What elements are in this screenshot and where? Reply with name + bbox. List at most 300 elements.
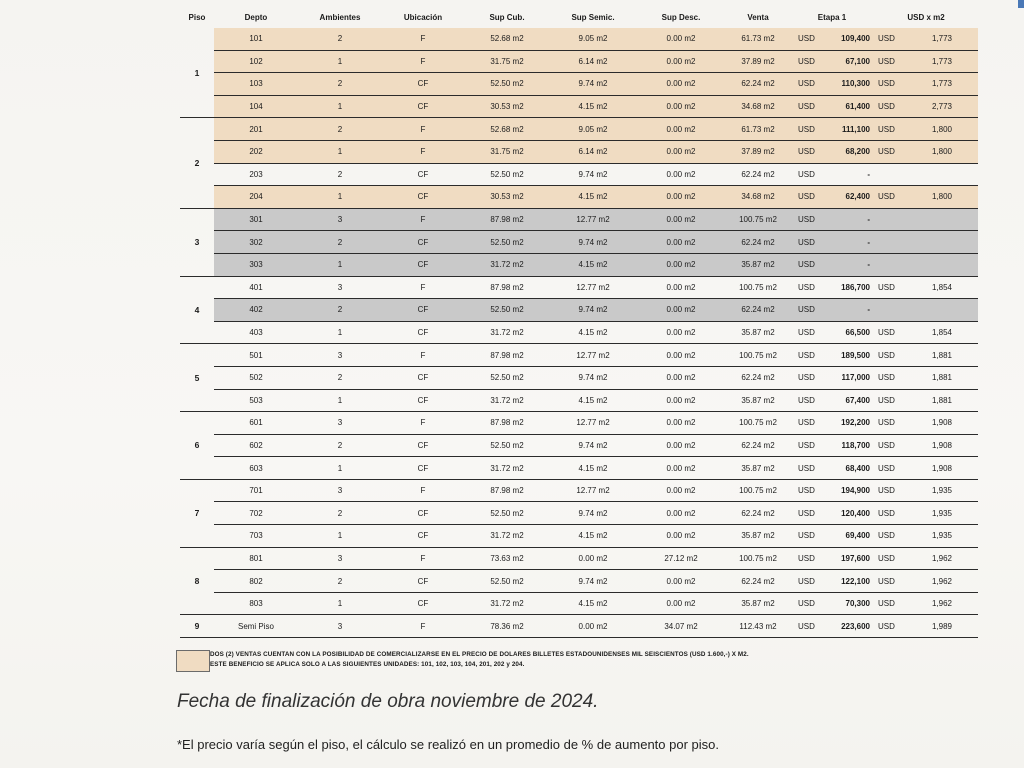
table-row xyxy=(180,140,978,163)
cell-ubicacion: F xyxy=(382,50,464,73)
cell-sup-semic: 4.15 m2 xyxy=(550,186,636,209)
cell-sup-desc: 34.07 m2 xyxy=(636,615,726,638)
cell-usd-per-m2: 2,773 xyxy=(902,95,978,118)
cell-usd-per-m2 xyxy=(902,231,978,254)
cell-depto: 104 xyxy=(214,95,298,118)
cell-sup-desc: 0.00 m2 xyxy=(636,389,726,412)
cell-usd-label-2: USD xyxy=(874,140,902,163)
floor-number: 2 xyxy=(180,118,214,208)
cell-usd-per-m2: 1,935 xyxy=(902,502,978,525)
cell-ambientes: 3 xyxy=(298,344,382,367)
cell-sup-desc: 0.00 m2 xyxy=(636,592,726,615)
cell-depto: 802 xyxy=(214,570,298,593)
cell-usd-per-m2: 1,989 xyxy=(902,615,978,638)
cell-etapa-price: 189,500 xyxy=(816,344,874,367)
cell-depto: 703 xyxy=(214,525,298,548)
cell-usd-label-2: USD xyxy=(874,502,902,525)
cell-etapa-price: 197,600 xyxy=(816,547,874,570)
floor-number: 7 xyxy=(180,479,214,547)
cell-ambientes: 3 xyxy=(298,547,382,570)
cell-usd-per-m2 xyxy=(902,253,978,276)
cell-etapa-price: 62,400 xyxy=(816,186,874,209)
cell-venta: 35.87 m2 xyxy=(726,457,790,480)
cell-usd-label: USD xyxy=(790,457,816,480)
cell-usd-label: USD xyxy=(790,231,816,254)
cell-ambientes: 2 xyxy=(298,231,382,254)
cell-ubicacion: CF xyxy=(382,570,464,593)
cell-sup-cub: 52.50 m2 xyxy=(464,570,550,593)
cell-depto: 204 xyxy=(214,186,298,209)
corner-mark xyxy=(1018,0,1024,8)
cell-sup-desc: 27.12 m2 xyxy=(636,547,726,570)
cell-depto: 101 xyxy=(214,28,298,50)
cell-sup-semic: 9.74 m2 xyxy=(550,163,636,186)
table-row xyxy=(180,186,978,209)
cell-ambientes: 1 xyxy=(298,457,382,480)
cell-venta: 100.75 m2 xyxy=(726,344,790,367)
cell-usd-per-m2: 1,773 xyxy=(902,50,978,73)
header-etapa: Etapa 1 xyxy=(817,12,847,22)
cell-sup-desc: 0.00 m2 xyxy=(636,525,726,548)
cell-sup-desc: 0.00 m2 xyxy=(636,163,726,186)
cell-ubicacion: CF xyxy=(382,163,464,186)
cell-sup-desc: 0.00 m2 xyxy=(636,276,726,299)
cell-sup-cub: 31.75 m2 xyxy=(464,140,550,163)
cell-usd-label: USD xyxy=(790,276,816,299)
table-row xyxy=(180,389,978,412)
cell-venta: 112.43 m2 xyxy=(726,615,790,638)
legend xyxy=(176,650,936,674)
cell-etapa-price: 223,600 xyxy=(816,615,874,638)
cell-venta: 62.24 m2 xyxy=(726,366,790,389)
price-note: *El precio varía según el piso, el cálculo se realizó en un promedio de % de aumento por piso. xyxy=(177,737,719,752)
cell-sup-semic: 9.74 m2 xyxy=(550,502,636,525)
cell-etapa-price: 67,400 xyxy=(816,389,874,412)
cell-sup-desc: 0.00 m2 xyxy=(636,570,726,593)
cell-venta: 35.87 m2 xyxy=(726,525,790,548)
cell-usd-label: USD xyxy=(790,321,816,344)
cell-depto: 702 xyxy=(214,502,298,525)
cell-ambientes: 1 xyxy=(298,525,382,548)
cell-sup-semic: 0.00 m2 xyxy=(550,547,636,570)
cell-usd-label: USD xyxy=(790,253,816,276)
cell-sup-cub: 87.98 m2 xyxy=(464,412,550,435)
cell-sup-semic: 12.77 m2 xyxy=(550,412,636,435)
cell-sup-semic: 4.15 m2 xyxy=(550,525,636,548)
cell-sup-semic: 9.74 m2 xyxy=(550,570,636,593)
table-row xyxy=(180,163,978,186)
cell-ambientes: 2 xyxy=(298,163,382,186)
cell-venta: 37.89 m2 xyxy=(726,50,790,73)
cell-sup-cub: 87.98 m2 xyxy=(464,479,550,502)
cell-depto: 303 xyxy=(214,253,298,276)
table-row xyxy=(180,525,978,548)
cell-usd-per-m2 xyxy=(902,163,978,186)
cell-sup-semic: 6.14 m2 xyxy=(550,50,636,73)
floor-number: 1 xyxy=(180,28,214,118)
cell-ambientes: 1 xyxy=(298,389,382,412)
cell-usd-label-2: USD xyxy=(874,366,902,389)
cell-sup-desc: 0.00 m2 xyxy=(636,140,726,163)
cell-venta: 62.24 m2 xyxy=(726,570,790,593)
cell-depto: 503 xyxy=(214,389,298,412)
cell-usd-per-m2: 1,935 xyxy=(902,525,978,548)
cell-sup-semic: 4.15 m2 xyxy=(550,321,636,344)
cell-ambientes: 3 xyxy=(298,412,382,435)
cell-ubicacion: CF xyxy=(382,321,464,344)
cell-usd-label: USD xyxy=(790,299,816,322)
cell-usd-label: USD xyxy=(790,73,816,96)
cell-ubicacion: CF xyxy=(382,95,464,118)
cell-ambientes: 2 xyxy=(298,502,382,525)
cell-etapa-price: 111,100 xyxy=(816,118,874,141)
cell-sup-semic: 12.77 m2 xyxy=(550,479,636,502)
cell-depto: 302 xyxy=(214,231,298,254)
cell-usd-label: USD xyxy=(790,570,816,593)
cell-usd-label: USD xyxy=(790,412,816,435)
cell-usd-label: USD xyxy=(790,547,816,570)
cell-sup-semic: 4.15 m2 xyxy=(550,389,636,412)
cell-sup-desc: 0.00 m2 xyxy=(636,118,726,141)
cell-venta: 62.24 m2 xyxy=(726,163,790,186)
cell-usd-label-2: USD xyxy=(874,73,902,96)
cell-sup-cub: 30.53 m2 xyxy=(464,186,550,209)
cell-ambientes: 3 xyxy=(298,479,382,502)
cell-sup-desc: 0.00 m2 xyxy=(636,434,726,457)
table-row xyxy=(180,231,978,254)
cell-sup-cub: 87.98 m2 xyxy=(464,344,550,367)
cell-usd-label-2: USD xyxy=(874,95,902,118)
cell-venta: 100.75 m2 xyxy=(726,276,790,299)
cell-depto: 103 xyxy=(214,73,298,96)
cell-sup-desc: 0.00 m2 xyxy=(636,457,726,480)
cell-venta: 100.75 m2 xyxy=(726,412,790,435)
legend-text xyxy=(210,650,749,670)
cell-usd-per-m2: 1,773 xyxy=(902,73,978,96)
cell-usd-label-2: USD xyxy=(874,186,902,209)
table-row xyxy=(180,434,978,457)
cell-depto: 701 xyxy=(214,479,298,502)
cell-usd-label: USD xyxy=(790,592,816,615)
cell-usd-label-2: USD xyxy=(874,434,902,457)
cell-usd-per-m2: 1,908 xyxy=(902,457,978,480)
cell-ubicacion: F xyxy=(382,140,464,163)
cell-etapa-price: 66,500 xyxy=(816,321,874,344)
cell-venta: 100.75 m2 xyxy=(726,479,790,502)
cell-venta: 61.73 m2 xyxy=(726,28,790,50)
header-ambientes: Ambientes xyxy=(319,12,361,22)
cell-ubicacion: CF xyxy=(382,525,464,548)
cell-sup-cub: 87.98 m2 xyxy=(464,276,550,299)
cell-ubicacion: F xyxy=(382,344,464,367)
cell-ambientes: 3 xyxy=(298,276,382,299)
table-row xyxy=(180,321,978,344)
cell-sup-cub: 52.50 m2 xyxy=(464,299,550,322)
cell-ubicacion: F xyxy=(382,412,464,435)
cell-sup-desc: 0.00 m2 xyxy=(636,502,726,525)
cell-ambientes: 2 xyxy=(298,118,382,141)
legend-line-2: ESTE BENEFICIO SE APLICA SOLO A LAS SIGUIENTES UNIDADES: 101, 102, 103, 104, 201, 202 y 204. xyxy=(210,661,525,668)
cell-venta: 35.87 m2 xyxy=(726,321,790,344)
cell-sup-cub: 52.50 m2 xyxy=(464,231,550,254)
cell-etapa-price: 68,200 xyxy=(816,140,874,163)
cell-sup-semic: 9.05 m2 xyxy=(550,118,636,141)
cell-usd-per-m2: 1,881 xyxy=(902,344,978,367)
cell-sup-semic: 6.14 m2 xyxy=(550,140,636,163)
cell-sup-semic: 4.15 m2 xyxy=(550,95,636,118)
cell-sup-desc: 0.00 m2 xyxy=(636,479,726,502)
legend-line-1: DOS (2) VENTAS CUENTAN CON LA POSIBILIDAD DE COMERCIALIZARSE EN EL PRECIO DE DOLARES BILLETES ESTADOUNIDENSES MIL SEISCIENTOS (USD 1.600,-) X M2. xyxy=(210,651,749,658)
cell-usd-label: USD xyxy=(790,163,816,186)
cell-sup-desc: 0.00 m2 xyxy=(636,50,726,73)
cell-sup-semic: 9.74 m2 xyxy=(550,73,636,96)
table-row xyxy=(180,95,978,118)
cell-usd-label-2 xyxy=(874,208,902,231)
cell-sup-cub: 31.72 m2 xyxy=(464,457,550,480)
cell-sup-desc: 0.00 m2 xyxy=(636,412,726,435)
cell-sup-semic: 12.77 m2 xyxy=(550,276,636,299)
cell-ambientes: 2 xyxy=(298,28,382,50)
cell-usd-label: USD xyxy=(790,434,816,457)
table-row xyxy=(180,344,978,367)
cell-ubicacion: CF xyxy=(382,457,464,480)
cell-ubicacion: F xyxy=(382,479,464,502)
legend-swatch xyxy=(176,650,210,672)
cell-etapa-price: - xyxy=(816,299,874,322)
cell-ubicacion: F xyxy=(382,28,464,50)
cell-usd-label: USD xyxy=(790,208,816,231)
cell-depto: 603 xyxy=(214,457,298,480)
cell-usd-label-2: USD xyxy=(874,389,902,412)
floor-number: 8 xyxy=(180,547,214,615)
cell-usd-label: USD xyxy=(790,28,816,50)
header-sup-desc: Sup Desc. xyxy=(661,12,701,22)
cell-usd-per-m2: 1,935 xyxy=(902,479,978,502)
cell-ubicacion: CF xyxy=(382,231,464,254)
cell-usd-label-2: USD xyxy=(874,412,902,435)
cell-usd-per-m2 xyxy=(902,208,978,231)
cell-sup-desc: 0.00 m2 xyxy=(636,253,726,276)
cell-usd-label-2: USD xyxy=(874,547,902,570)
cell-usd-per-m2: 1,854 xyxy=(902,321,978,344)
cell-ambientes: 2 xyxy=(298,366,382,389)
header-sup-cub: Sup Cub. xyxy=(489,12,525,22)
cell-venta: 35.87 m2 xyxy=(726,389,790,412)
table-row xyxy=(180,50,978,73)
cell-usd-per-m2: 1,800 xyxy=(902,140,978,163)
table-row xyxy=(180,479,978,502)
cell-sup-semic: 9.74 m2 xyxy=(550,231,636,254)
table-row xyxy=(180,547,978,570)
cell-ubicacion: F xyxy=(382,615,464,638)
cell-depto: 803 xyxy=(214,592,298,615)
cell-etapa-price: 110,300 xyxy=(816,73,874,96)
cell-ubicacion: F xyxy=(382,547,464,570)
cell-ubicacion: F xyxy=(382,118,464,141)
cell-sup-cub: 78.36 m2 xyxy=(464,615,550,638)
cell-usd-per-m2: 1,800 xyxy=(902,186,978,209)
cell-ubicacion: CF xyxy=(382,366,464,389)
cell-sup-cub: 30.53 m2 xyxy=(464,95,550,118)
cell-ambientes: 2 xyxy=(298,434,382,457)
cell-venta: 37.89 m2 xyxy=(726,140,790,163)
cell-ubicacion: CF xyxy=(382,73,464,96)
cell-sup-cub: 52.50 m2 xyxy=(464,366,550,389)
cell-etapa-price: 109,400 xyxy=(816,28,874,50)
cell-usd-label-2: USD xyxy=(874,457,902,480)
cell-venta: 34.68 m2 xyxy=(726,95,790,118)
cell-etapa-price: 67,100 xyxy=(816,50,874,73)
completion-date: Fecha de finalización de obra noviembre de 2024. xyxy=(177,691,599,712)
cell-usd-label: USD xyxy=(790,615,816,638)
cell-depto: 602 xyxy=(214,434,298,457)
cell-venta: 34.68 m2 xyxy=(726,186,790,209)
cell-etapa-price: 122,100 xyxy=(816,570,874,593)
table-header xyxy=(180,6,978,28)
cell-depto: 402 xyxy=(214,299,298,322)
cell-usd-per-m2: 1,962 xyxy=(902,570,978,593)
cell-etapa-price: 70,300 xyxy=(816,592,874,615)
cell-sup-desc: 0.00 m2 xyxy=(636,366,726,389)
cell-ubicacion: CF xyxy=(382,592,464,615)
cell-depto: 801 xyxy=(214,547,298,570)
header-usd-m2: USD x m2 xyxy=(907,12,945,22)
cell-venta: 62.24 m2 xyxy=(726,299,790,322)
cell-sup-desc: 0.00 m2 xyxy=(636,231,726,254)
cell-venta: 35.87 m2 xyxy=(726,592,790,615)
cell-depto: 501 xyxy=(214,344,298,367)
cell-ambientes: 2 xyxy=(298,570,382,593)
floor-number: 3 xyxy=(180,208,214,276)
cell-venta: 100.75 m2 xyxy=(726,547,790,570)
cell-sup-desc: 0.00 m2 xyxy=(636,95,726,118)
cell-usd-label: USD xyxy=(790,50,816,73)
table-row xyxy=(180,412,978,435)
cell-usd-label: USD xyxy=(790,118,816,141)
cell-usd-label-2: USD xyxy=(874,50,902,73)
cell-sup-desc: 0.00 m2 xyxy=(636,208,726,231)
header-piso: Piso xyxy=(188,12,206,22)
cell-depto: 202 xyxy=(214,140,298,163)
cell-depto: 203 xyxy=(214,163,298,186)
cell-ubicacion: F xyxy=(382,276,464,299)
cell-usd-label: USD xyxy=(790,140,816,163)
cell-usd-label-2: USD xyxy=(874,118,902,141)
cell-ambientes: 2 xyxy=(298,299,382,322)
cell-sup-cub: 31.72 m2 xyxy=(464,253,550,276)
header-depto: Depto xyxy=(244,12,268,22)
cell-sup-semic: 12.77 m2 xyxy=(550,344,636,367)
cell-etapa-price: 69,400 xyxy=(816,525,874,548)
table-row xyxy=(180,208,978,231)
cell-usd-label: USD xyxy=(790,479,816,502)
cell-ambientes: 1 xyxy=(298,95,382,118)
floor-number: 4 xyxy=(180,276,214,344)
cell-etapa-price: 118,700 xyxy=(816,434,874,457)
cell-etapa-price: - xyxy=(816,208,874,231)
table-row xyxy=(180,366,978,389)
cell-sup-desc: 0.00 m2 xyxy=(636,299,726,322)
cell-depto: 201 xyxy=(214,118,298,141)
cell-sup-semic: 4.15 m2 xyxy=(550,457,636,480)
table-row xyxy=(180,28,978,50)
cell-ubicacion: F xyxy=(382,208,464,231)
cell-usd-per-m2: 1,881 xyxy=(902,389,978,412)
cell-sup-cub: 52.50 m2 xyxy=(464,434,550,457)
cell-ubicacion: CF xyxy=(382,502,464,525)
cell-sup-cub: 31.75 m2 xyxy=(464,50,550,73)
table-row xyxy=(180,457,978,480)
cell-sup-cub: 31.72 m2 xyxy=(464,592,550,615)
cell-usd-per-m2: 1,800 xyxy=(902,118,978,141)
cell-usd-per-m2: 1,908 xyxy=(902,434,978,457)
cell-usd-per-m2 xyxy=(902,299,978,322)
cell-usd-label-2: USD xyxy=(874,525,902,548)
cell-sup-desc: 0.00 m2 xyxy=(636,321,726,344)
cell-usd-label-2: USD xyxy=(874,321,902,344)
cell-sup-cub: 52.68 m2 xyxy=(464,118,550,141)
floor-number: 9 xyxy=(180,615,214,638)
cell-sup-semic: 0.00 m2 xyxy=(550,615,636,638)
price-table xyxy=(180,6,978,638)
cell-venta: 62.24 m2 xyxy=(726,434,790,457)
cell-etapa-price: - xyxy=(816,253,874,276)
table-row xyxy=(180,502,978,525)
cell-usd-label-2 xyxy=(874,253,902,276)
floor-number: 6 xyxy=(180,412,214,480)
cell-depto: Semi Piso xyxy=(214,615,298,638)
table-row xyxy=(180,592,978,615)
cell-venta: 100.75 m2 xyxy=(726,208,790,231)
cell-depto: 601 xyxy=(214,412,298,435)
cell-usd-per-m2: 1,773 xyxy=(902,28,978,50)
cell-usd-per-m2: 1,908 xyxy=(902,412,978,435)
cell-ambientes: 1 xyxy=(298,140,382,163)
cell-usd-label-2: USD xyxy=(874,479,902,502)
cell-usd-label-2 xyxy=(874,231,902,254)
cell-usd-label: USD xyxy=(790,344,816,367)
cell-usd-label-2 xyxy=(874,299,902,322)
cell-venta: 35.87 m2 xyxy=(726,253,790,276)
cell-sup-cub: 87.98 m2 xyxy=(464,208,550,231)
cell-ambientes: 2 xyxy=(298,73,382,96)
cell-sup-cub: 73.63 m2 xyxy=(464,547,550,570)
cell-venta: 62.24 m2 xyxy=(726,502,790,525)
cell-etapa-price: 61,400 xyxy=(816,95,874,118)
cell-usd-label: USD xyxy=(790,389,816,412)
cell-etapa-price: 68,400 xyxy=(816,457,874,480)
floor-number: 5 xyxy=(180,344,214,412)
cell-sup-desc: 0.00 m2 xyxy=(636,186,726,209)
table-row xyxy=(180,73,978,96)
cell-usd-label-2: USD xyxy=(874,592,902,615)
cell-usd-per-m2: 1,962 xyxy=(902,547,978,570)
cell-ubicacion: CF xyxy=(382,299,464,322)
cell-sup-semic: 4.15 m2 xyxy=(550,592,636,615)
cell-sup-cub: 31.72 m2 xyxy=(464,321,550,344)
cell-depto: 102 xyxy=(214,50,298,73)
table-row xyxy=(180,276,978,299)
cell-etapa-price: 117,000 xyxy=(816,366,874,389)
cell-venta: 62.24 m2 xyxy=(726,231,790,254)
cell-usd-label: USD xyxy=(790,502,816,525)
cell-sup-cub: 52.68 m2 xyxy=(464,28,550,50)
cell-etapa-price: - xyxy=(816,231,874,254)
cell-sup-cub: 31.72 m2 xyxy=(464,525,550,548)
cell-usd-label-2: USD xyxy=(874,28,902,50)
cell-usd-per-m2: 1,881 xyxy=(902,366,978,389)
cell-usd-label: USD xyxy=(790,186,816,209)
